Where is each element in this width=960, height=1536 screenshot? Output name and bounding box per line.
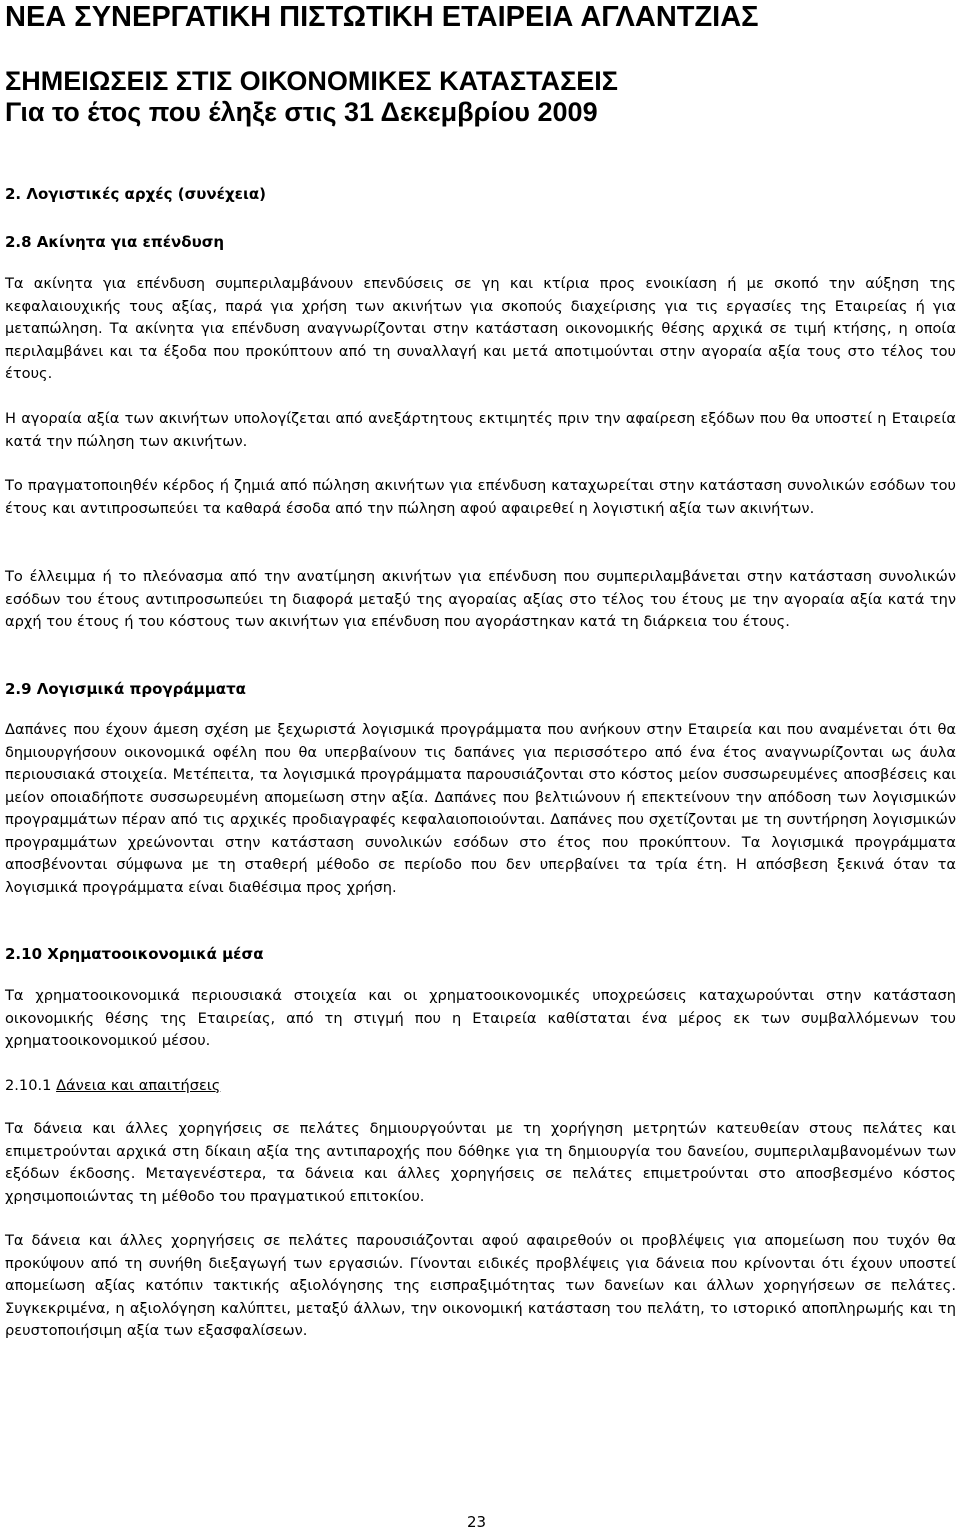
heading-2-10: 2.10 Χρηματοοικονομικά μέσα (5, 945, 264, 963)
subheading-2-10-1 (5, 1075, 220, 1097)
paragraph-2-8-4: Το έλλειμμα ή το πλεόνασμα από την ανατίμηση ακινήτων για επένδυση που συμπεριλαμβάνεται στην κατάσταση συνολικών εσόδων του έτους αντιπροσωπεύει τη διαφορά μεταξύ της αγοραίας αξίας στο τέλος του έτους με την αγοραία αξία κατά την αρχή του έτους ή του κόστους των ακινήτων για επένδυση που αγοράστηκαν κατά τη διάρκεια του έτους. (5, 568, 956, 630)
paragraph-2-8-1: Τα ακίνητα για επένδυση συμπεριλαμβάνουν επενδύσεις σε γη και κτίρια προς ενοικίαση ή με σκοπό την αύξηση της κεφαλαιουχικής τους αξίας, παρά για χρήση των ακινήτων για σκοπούς διαχείρισης για τις εργασίες της Εταιρείας ή για μεταπώληση. Τα ακίνητα για επένδυση αναγνωρίζονται στην κατάσταση οικονομικής θέσης αρχικά σε τιμή κτήσης, η οποία περιλαμβάνει και τα έξοδα που προκύπτουν από τη συναλλαγή και μετά αποτιμούνται στην αγοραία αξία τους στο τέλος του έτους. (5, 275, 956, 382)
section-heading: 2. Λογιστικές αρχές (συνέχεια) (5, 185, 266, 203)
subheading-title: Δάνεια και απαιτήσεις (56, 1077, 221, 1094)
heading-2-9: 2.9 Λογισμικά προγράμματα (5, 680, 246, 698)
subheading-number: 2.10.1 (5, 1077, 57, 1094)
page-number: 23 (467, 1513, 487, 1531)
heading-2-8: 2.8 Ακίνητα για επένδυση (5, 233, 225, 251)
paragraph-2-9-1: Δαπάνες που έχουν άμεση σχέση με ξεχωριστά λογισμικά προγράμματα που ανήκουν στην Εταιρεία και που αναμένεται ότι θα δημιουργήσουν οικονομικά οφέλη που θα υπερβαίνουν τις δαπάνες για περισσότερο από ένα έτος αναγνωρίζονται ως άυλα περιουσιακά στοιχεία. Μετέπειτα, τα λογισμικά προγράμματα παρουσιάζονται στο κόστος μείον συσσωρευμένες αποσβέσεις και μείον οποιαδήποτε συσσωρευμένη απομείωση στην αξία. Δαπάνες που βελτιώνουν ή επεκτείνουν την απόδοση των λογισμικών προγραμμάτων πέραν από τις αρχικές προδιαγραφές κεφαλαιοποιούνται. Δαπάνες που σχετίζονται με τη συντήρηση λογισμικών προγραμμάτων χρεώνονται στην κατάσταση συνολικών εσόδων στο έτος που προκύπτουν. Τα λογισμικά προγράμματα αποσβένονται σύμφωνα με τη σταθερή μέθοδο σε περίοδο που δεν υπερβαίνει τα τρία έτη. Η απόσβεση ξεκινά όταν τα λογισμικά προγράμματα είναι διαθέσιμα προς χρήση. (5, 721, 956, 896)
paragraph-2-10-2: Τα δάνεια και άλλες χορηγήσεις σε πελάτες δημιουργούνται με τη χορήγηση μετρητών κατευθείαν στους πελάτες και επιμετρούνται αρχικά στη δίκαιη αξία της αντιπαροχής που δόθηκε για τη δημιουργία του δανείου, συμπεριλαμβανομένων των εξόδων έκδοσης. Μεταγενέστερα, τα δάνεια και άλλες χορηγήσεις σε πελάτες επιμετρούνται στο αποσβεσμένο κόστος χρησιμοποιώντας τη μέθοδο του πραγματικού επιτοκίου. (5, 1120, 956, 1205)
notes-title: ΣΗΜΕΙΩΣΕΙΣ ΣΤΙΣ ΟΙΚΟΝΟΜΙΚΕΣ ΚΑΤΑΣΤΑΣΕΙΣ (5, 66, 618, 96)
paragraph-2-10-3: Τα δάνεια και άλλες χορηγήσεις σε πελάτες παρουσιάζονται αφού αφαιρεθούν οι προβλέψεις για απομείωση που τυχόν θα προκύψουν από τη συνήθη διεξαγωγή των εργασιών. Γίνονται ειδικές προβλέψεις για δάνεια που κρίνονται ότι έχουν υποστεί απομείωση αξίας κατόπιν τακτικής αξιολόγησης της εισπραξιμότητας των δανείων και άλλων χορηγήσεων σε πελάτες. Συγκεκριμένα, η αξιολόγηση καλύπτει, μεταξύ άλλων, την οικονομική κατάσταση του πελάτη, το ιστορικό αποπληρωμής και τη ρευστοποιήσιμη αξία των εξασφαλίσεων. (5, 1232, 956, 1339)
company-name: ΝΕΑ ΣΥΝΕΡΓΑΤΙΚΗ ΠΙΣΤΩΤΙΚΗ ΕΤΑΙΡΕΙΑ ΑΓΛΑΝΤΖΙΑΣ (5, 1, 759, 33)
paragraph-2-10-1: Τα χρηματοοικονομικά περιουσιακά στοιχεία και οι χρηματοοικονομικές υποχρεώσεις καταχωρούνται στην κατάσταση οικονομικής θέσης της Εταιρείας, από τη στιγμή που η Εταιρεία καθίσταται ένα μέρος εκ των συμβαλλόμενων του χρηματοοικονομικού μέσου. (5, 987, 956, 1049)
period-subtitle: Για το έτος που έληξε στις 31 Δεκεμβρίου 2009 (5, 97, 598, 127)
paragraph-2-8-3: Το πραγματοποιηθέν κέρδος ή ζημιά από πώληση ακινήτων για επένδυση καταχωρείται στην κατάσταση συνολικών εσόδων του έτους και αντιπροσωπεύει τα καθαρά έσοδα από την πώληση αφού αφαιρεθεί η λογιστική αξία των ακινήτων. (5, 477, 956, 517)
paragraph-2-8-2: Η αγοραία αξία των ακινήτων υπολογίζεται από ανεξάρτητους εκτιμητές πριν την αφαίρεση εξόδων που θα υποστεί η Εταιρεία κατά την πώληση των ακινήτων. (5, 410, 956, 450)
